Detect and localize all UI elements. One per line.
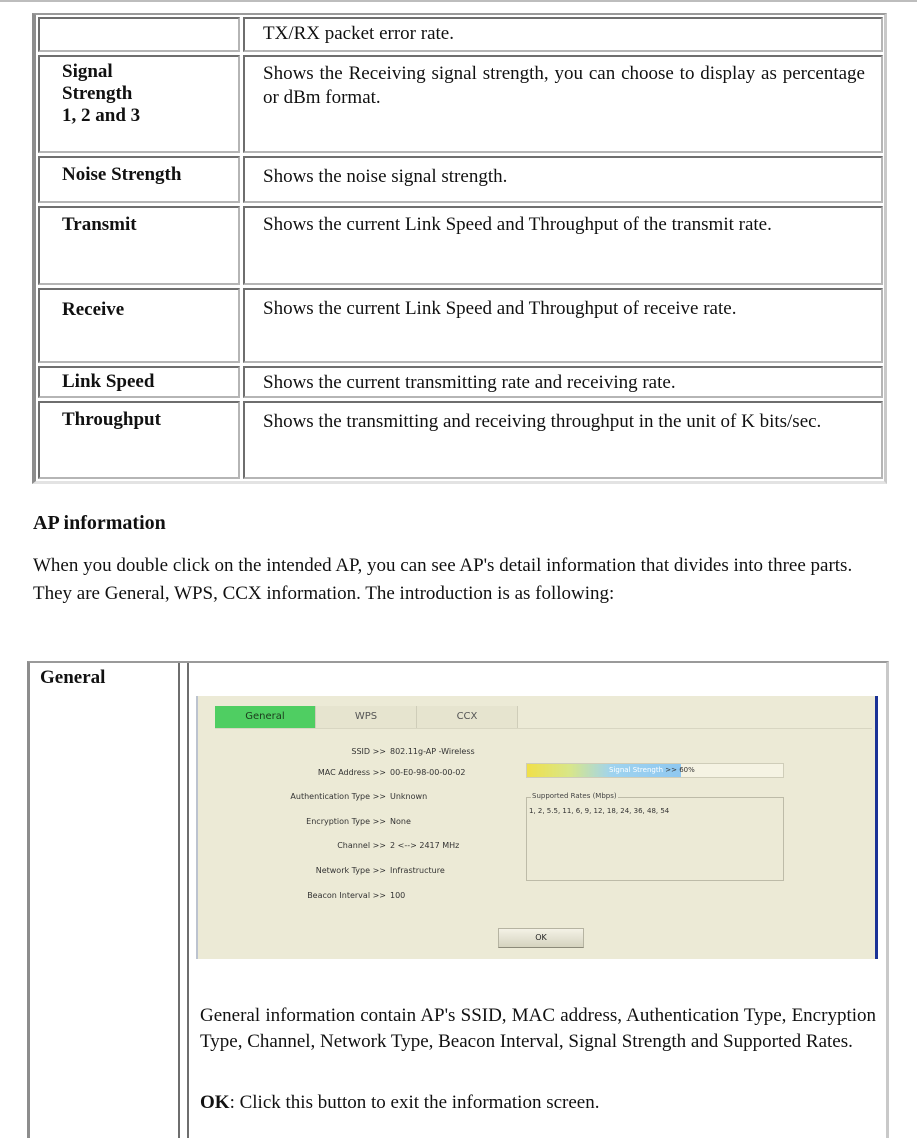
- section-intro: When you double click on the intended AP, you can see AP's detail information that divides into three parts. They are General, WPS, CCX information. The introduction is as following:: [33, 555, 853, 604]
- tab-wps[interactable]: WPS: [316, 706, 417, 728]
- tab-ccx[interactable]: CCX: [417, 706, 518, 728]
- tab-general[interactable]: General: [215, 706, 316, 728]
- general-table: [27, 661, 889, 1138]
- dialog-tab-bar: [215, 706, 518, 728]
- field-network-type-value: Infrastructure: [390, 866, 445, 875]
- general-label: General: [30, 663, 180, 1138]
- signal-strength-label-line-1: Signal: [62, 61, 113, 82]
- table-row-4-label: Receive: [38, 288, 240, 363]
- tab-divider: [215, 728, 872, 729]
- general-content-cell: [187, 663, 886, 1138]
- field-channel-key: Channel >>: [337, 841, 386, 850]
- field-ssid-value: 802.11g-AP -Wireless: [390, 747, 475, 756]
- field-ssid-key: SSID >>: [351, 747, 386, 756]
- supported-rates-legend: Supported Rates (Mbps): [532, 792, 617, 800]
- ok-note-text: : Click this button to exit the information screen.: [229, 1092, 600, 1113]
- table-row-6-desc: Shows the transmitting and receiving throughput in the unit of K bits/sec.: [243, 401, 883, 479]
- page-top-rule: [0, 0, 917, 2]
- table-row-1-label: [38, 55, 240, 153]
- table-row-0-label: [38, 17, 240, 52]
- field-mac-key: MAC Address >>: [317, 768, 386, 777]
- table-row-2-desc: Shows the noise signal strength.: [243, 156, 883, 203]
- signal-strength-label-line-3: 1, 2 and 3: [62, 105, 141, 126]
- table-row-2-label: Noise Strength: [38, 156, 240, 203]
- field-channel-value: 2 <--> 2417 MHz: [390, 841, 460, 850]
- field-encryption-value: None: [390, 817, 411, 826]
- field-encryption-key: Encryption Type >>: [306, 817, 386, 826]
- field-beacon-key: Beacon Interval >>: [307, 891, 386, 900]
- ok-note: [200, 1090, 876, 1116]
- table-row-5-label: Link Speed: [38, 366, 240, 398]
- table-row-0-desc: TX/RX packet error rate.: [243, 17, 883, 52]
- supported-rates-value: 1, 2, 5.5, 11, 6, 9, 12, 18, 24, 36, 48, 54: [529, 807, 670, 815]
- ap-info-dialog-screenshot: [196, 696, 878, 959]
- table-row-3-label: Transmit: [38, 206, 240, 285]
- general-description: General information contain AP's SSID, MAC address, Authentication Type, Encryption Type, Channel, Network Type, Beacon Interval, Signal Strength and Supported Rates.: [200, 1005, 876, 1052]
- section-title: AP information: [33, 512, 166, 534]
- field-auth-value: Unknown: [390, 792, 428, 801]
- info-table: [32, 13, 887, 484]
- ok-button[interactable]: OK: [498, 928, 584, 948]
- table-row-3-desc: Shows the current Link Speed and Throughput of the transmit rate.: [243, 206, 883, 285]
- signal-strength-text: [609, 766, 695, 774]
- field-mac-value: 00-E0-98-00-00-02: [390, 768, 466, 777]
- table-row-1-desc: Shows the Receiving signal strength, you can choose to display as percentage or dBm format.: [243, 55, 883, 153]
- signal-strength-bar: [526, 763, 784, 778]
- signal-strength-label: Signal Strength: [609, 766, 664, 774]
- signal-strength-value: >> 60%: [665, 766, 695, 774]
- signal-strength-label-line-2: Strength: [62, 83, 133, 104]
- supported-rates-box: [526, 792, 784, 881]
- field-auth-key: Authentication Type >>: [290, 792, 386, 801]
- field-beacon-value: 100: [390, 891, 406, 900]
- table-row-5-desc: Shows the current transmitting rate and receiving rate.: [243, 366, 883, 398]
- field-network-type-key: Network Type >>: [315, 866, 386, 875]
- table-row-6-label: Throughput: [38, 401, 240, 479]
- table-row-4-desc: Shows the current Link Speed and Throughput of receive rate.: [243, 288, 883, 363]
- ok-note-label: OK: [200, 1092, 230, 1113]
